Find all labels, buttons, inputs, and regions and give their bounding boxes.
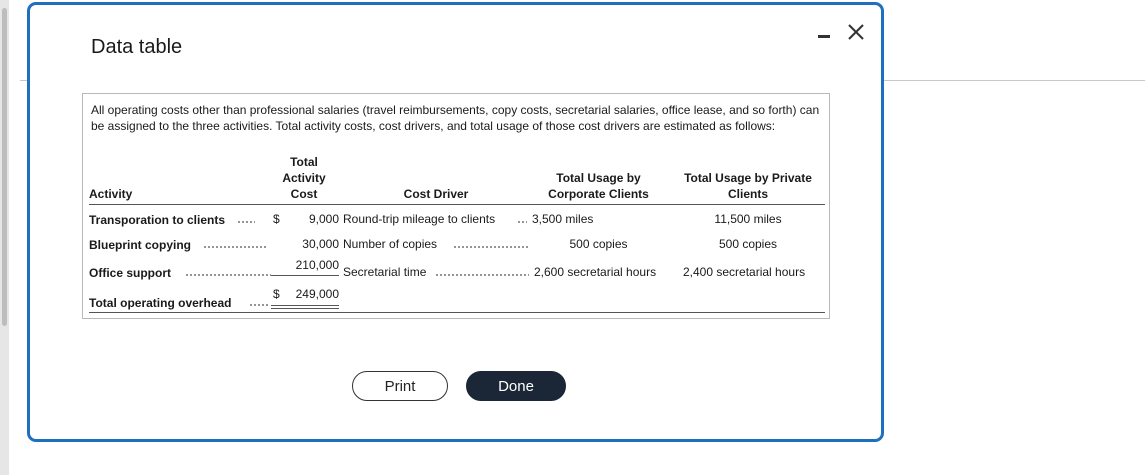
print-button[interactable]: Print: [352, 371, 448, 401]
page-scrollbar[interactable]: [0, 0, 9, 475]
table-row-1-cost: 9,000: [308, 212, 339, 226]
page-scrollbar-thumb[interactable]: [2, 8, 7, 326]
header-total-activity-cost: Total Activity Cost: [282, 155, 326, 201]
total-row-currency: $: [273, 287, 280, 301]
total-row-cost: 249,000: [295, 287, 339, 301]
table-bottom-rule: [89, 312, 825, 313]
header-cost-driver: Cost Driver: [403, 187, 469, 201]
table-row-1-private: 11,500 miles: [714, 212, 782, 226]
table-row-1-currency: $: [273, 212, 280, 226]
table-row-3-cost: 210,000: [295, 258, 339, 272]
total-row-label: Total operating overhead: [89, 296, 232, 310]
table-row-1-driver: Round-trip mileage to clients: [343, 212, 496, 226]
table-row-2-cost: 30,000: [302, 237, 339, 251]
row-2-driver-dots: [453, 246, 529, 248]
table-row-2-private: 500 copies: [718, 237, 778, 251]
table-row-2-activity: Blueprint copying: [89, 238, 191, 252]
table-row-3-corporate: 2,600 secretarial hours: [534, 265, 657, 279]
data-table-panel: [82, 93, 830, 319]
table-row-2-corporate: 500 copies: [569, 237, 628, 251]
table-row-1-activity: Transporation to clients: [89, 213, 226, 227]
close-icon[interactable]: [843, 19, 869, 45]
table-row-1-corporate: 3,500 miles: [532, 212, 594, 226]
header-activity: Activity: [89, 187, 133, 201]
row-1-driver-dots: [517, 221, 527, 223]
row-3-leader-dots: [185, 274, 271, 276]
total-leader-dots: [249, 304, 269, 306]
subtotal-underline: [271, 275, 339, 276]
row-1-leader-dots: [237, 221, 255, 223]
done-button[interactable]: Done: [466, 371, 566, 401]
minimize-icon[interactable]: [813, 23, 835, 45]
intro-text: All operating costs other than professional salaries (travel reimbursements, copy costs, secretarial salaries, office lease, and so forth) can be assigned to the three activities. Total activity costs, cost drivers, and total usage of those cost drivers are estimated as follows:: [91, 103, 820, 133]
table-row-3-private: 2,400 secretarial hours: [683, 265, 806, 279]
table-row-3-driver: Secretarial time: [343, 265, 427, 279]
total-double-underline-bottom: [271, 308, 339, 309]
header-underline: [89, 204, 825, 205]
total-double-underline-top: [271, 305, 339, 306]
header-corporate-usage: Total Usage by Corporate Clients: [548, 171, 649, 201]
table-row-2-driver: Number of copies: [343, 237, 438, 251]
table-row-3-activity: Office support: [89, 266, 172, 280]
dialog-title: Data table: [91, 36, 183, 58]
header-private-usage: Total Usage by Private Clients: [684, 171, 812, 201]
row-2-leader-dots: [203, 246, 267, 248]
data-table-dialog: [27, 2, 884, 442]
row-3-driver-dots: [435, 274, 529, 276]
